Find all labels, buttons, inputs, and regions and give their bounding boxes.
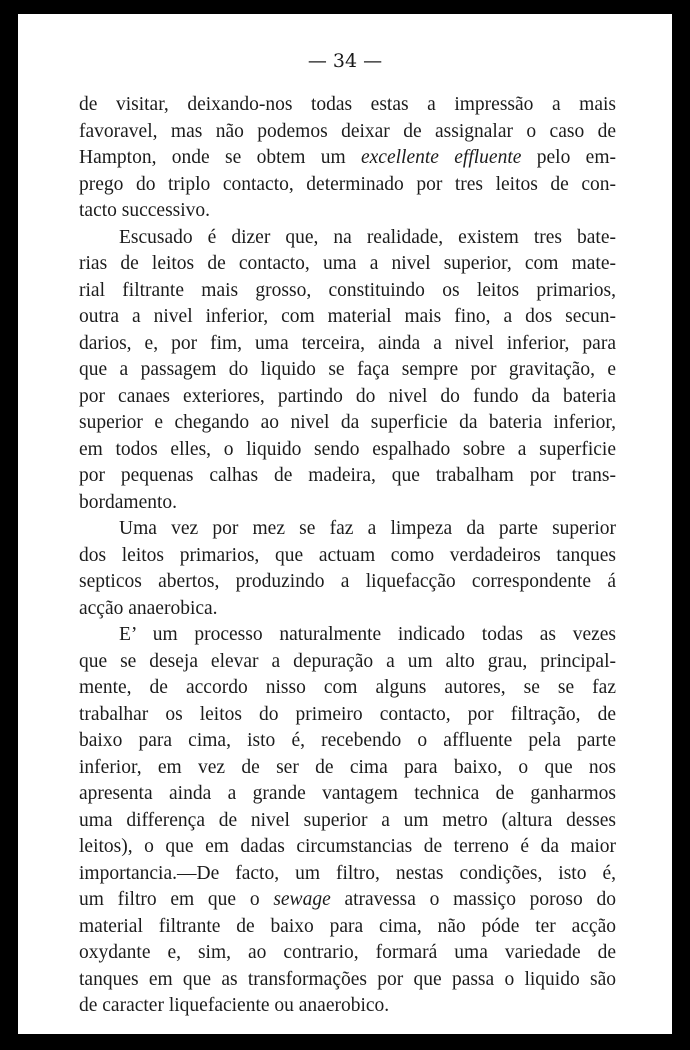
text-line: tanques em que as transformações por que passa o liquido são bbox=[79, 968, 616, 990]
text-line: baixo para cima, isto é, recebendo o affluente pela parte bbox=[79, 730, 616, 751]
book-page bbox=[18, 14, 672, 1034]
body-text bbox=[79, 92, 616, 1020]
text-line bbox=[79, 887, 616, 914]
text-line: mente, de accordo nisso com alguns autores, se se faz bbox=[79, 677, 616, 698]
text-line: darios, e, por fim, uma terceira, ainda a nivel inferior, para bbox=[79, 332, 616, 354]
text-run: um filtro em que o bbox=[79, 889, 274, 910]
text-run: Hampton, onde se obtem um bbox=[79, 147, 361, 168]
text-line: superior e chegando ao nivel da superficie da bateria inferior, bbox=[79, 412, 616, 433]
page-number: — 34 — bbox=[307, 50, 383, 72]
text-run: atravessa o massiço poroso do bbox=[330, 889, 616, 910]
text-line: trabalhar os leitos do primeiro contacto, por filtração, de bbox=[79, 703, 616, 725]
text-line: por pequenas calhas de madeira, que trabalham por trans- bbox=[79, 465, 616, 486]
italic-term: excellente effluente bbox=[360, 147, 522, 168]
text-line: tacto successivo. bbox=[79, 200, 211, 221]
text-line: importancia.—De facto, um filtro, nestas condições, isto é, bbox=[79, 862, 616, 884]
text-line: Escusado é dizer que, na realidade, existem tres bate- bbox=[119, 226, 616, 248]
text-line: dos leitos primarios, que actuam como verdadeiros tanques bbox=[79, 544, 616, 566]
text-line: prego do triplo contacto, determinado por tres leitos de con- bbox=[79, 173, 616, 195]
text-line: septicos abertos, produzindo a liquefacção correspondente á bbox=[79, 571, 616, 592]
paragraph bbox=[79, 92, 616, 225]
text-line: de visitar, deixando-nos todas estas a impressão a mais bbox=[79, 94, 616, 115]
text-line: em todos elles, o liquido sendo espalhado sobre a superficie bbox=[79, 438, 616, 460]
text-line: que a passagem do liquido se faça sempre por gravitação, e bbox=[79, 359, 616, 380]
text-line: uma differença de nivel superior a um metro (altura desses bbox=[79, 809, 616, 831]
paragraph bbox=[79, 622, 616, 1020]
paragraph bbox=[79, 516, 616, 622]
text-line: bordamento. bbox=[79, 491, 178, 513]
text-line: rial filtrante mais grosso, constituindo os leitos primarios, bbox=[79, 279, 616, 301]
text-line: material filtrante de baixo para cima, não póde ter acção bbox=[79, 915, 616, 937]
text-line: acção anaerobica. bbox=[79, 597, 218, 619]
text-line: favoravel, mas não podemos deixar de assignalar o caso de bbox=[79, 120, 616, 142]
text-line: inferior, em vez de ser de cima para baixo, o que nos bbox=[79, 756, 616, 778]
text-line: outra a nivel inferior, com material mais fino, a dos secun- bbox=[79, 306, 616, 327]
text-line: de caracter liquefaciente ou anaerobico. bbox=[79, 995, 390, 1016]
text-line: apresenta ainda a grande vantagem technica de ganharmos bbox=[79, 783, 616, 804]
text-line: leitos), o que em dadas circumstancias de terreno é da maior bbox=[79, 836, 616, 857]
paragraph bbox=[79, 225, 616, 517]
text-line: que se deseja elevar a depuração a um alto grau, principal- bbox=[79, 650, 616, 672]
text-line: por canaes exteriores, partindo do nivel do fundo da bateria bbox=[79, 385, 616, 407]
text-line: rias de leitos de contacto, uma a nivel superior, com mate- bbox=[79, 253, 616, 274]
text-line bbox=[79, 145, 616, 172]
text-line: Uma vez por mez se faz a limpeza da parte superior bbox=[119, 518, 616, 539]
italic-term: sewage bbox=[273, 889, 331, 910]
text-run: pelo em- bbox=[521, 147, 616, 168]
text-line: oxydante e, sim, ao contrario, formará uma variedade de bbox=[79, 942, 616, 963]
text-line: E’ um processo naturalmente indicado todas as vezes bbox=[119, 624, 616, 645]
